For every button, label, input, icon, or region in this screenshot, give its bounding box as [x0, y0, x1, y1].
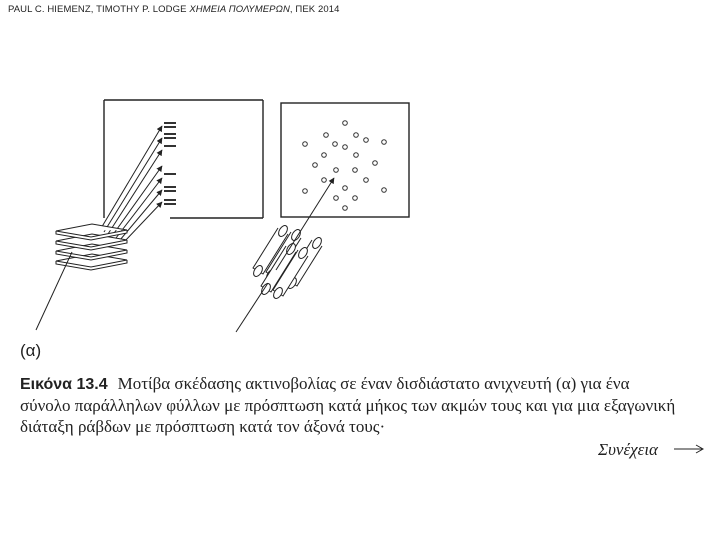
diffraction-spot — [353, 196, 358, 201]
diffraction-spot — [334, 168, 339, 173]
scattered-rays — [100, 126, 162, 242]
diffraction-spot — [354, 133, 359, 138]
diffraction-spot — [343, 145, 348, 150]
reflection-mark — [164, 186, 176, 188]
diffraction-spot — [322, 178, 327, 183]
scattered-ray — [104, 138, 162, 232]
diffraction-spot — [322, 153, 327, 158]
diffraction-spot — [313, 163, 318, 168]
panel-label-a: (α) — [20, 341, 42, 360]
reflection-mark — [164, 190, 176, 192]
figure-number: Εικόνα 13.4 — [20, 376, 108, 393]
incident-beam — [236, 283, 268, 332]
caption-text: Μοτίβα σκέδασης ακτινοβολίας σε έναν δισδιάστατο ανιχνευτή (α) για ένα σύνολο παράλληλων φύλλων με πρόσπτωση κατά μήκος των ακμών τους και για μια εξαγωνική διάταξη ράβδων με πρόσπτωση κατά τον άξονά τους· — [20, 374, 676, 436]
reflection-mark — [164, 199, 176, 201]
reflection-mark — [164, 126, 176, 128]
diffraction-spot — [334, 196, 339, 201]
continue-link[interactable]: Συνέχεια — [598, 440, 658, 459]
reflection-mark — [164, 133, 176, 135]
diffraction-spot — [364, 138, 369, 143]
reflection-mark — [164, 173, 176, 175]
diffraction-spot — [303, 142, 308, 147]
diffraction-spot — [373, 161, 378, 166]
diffraction-spot — [382, 140, 387, 145]
reflection-mark — [164, 203, 176, 205]
diffraction-spot — [333, 142, 338, 147]
incident-beam — [36, 252, 72, 330]
reflection-mark — [164, 137, 176, 139]
scattered-ray — [112, 166, 162, 236]
diffraction-spot — [353, 168, 358, 173]
diffraction-spot — [343, 121, 348, 126]
diffraction-spot — [354, 153, 359, 158]
diffraction-spot — [324, 133, 329, 138]
header-authors: PAUL C. HIEMENZ, TIMOTHY P. LODGE — [8, 4, 187, 15]
header-publisher-year: , ΠΕΚ 2014 — [289, 4, 340, 15]
detector-screen — [281, 103, 409, 217]
sheets-detector-panel — [36, 100, 263, 330]
long-right-arrow-icon[interactable] — [674, 444, 704, 454]
diffraction-spot — [343, 206, 348, 211]
diffraction-spot — [343, 186, 348, 191]
scattered-ray — [100, 126, 162, 230]
reflection-mark — [164, 122, 176, 124]
diffraction-spot — [303, 189, 308, 194]
diffraction-spot — [382, 188, 387, 193]
scattered-ray — [124, 202, 162, 242]
header-book-title: ΧΗΜΕΙΑ ΠΟΛΥΜΕΡΩΝ — [189, 4, 290, 15]
diffraction-spot — [364, 178, 369, 183]
reflection-mark — [164, 145, 176, 147]
line-reflections — [164, 122, 176, 205]
figure-caption — [20, 373, 680, 437]
hexagonal-rod-bundle — [252, 224, 323, 300]
